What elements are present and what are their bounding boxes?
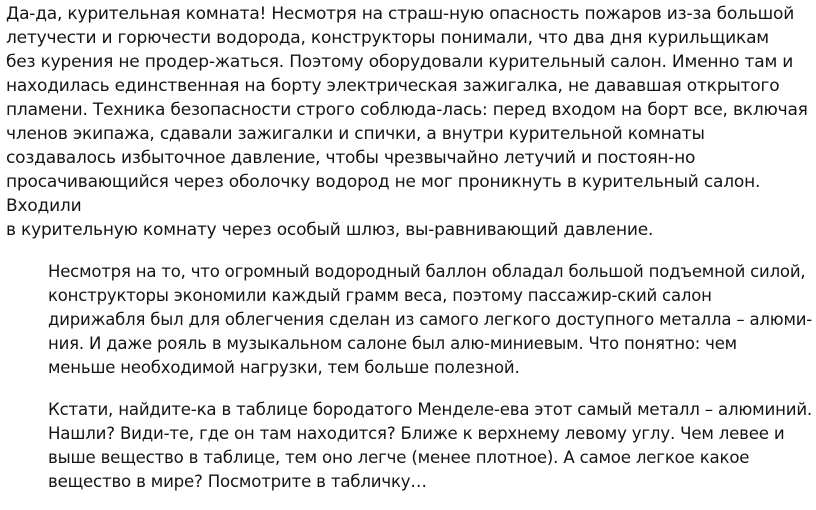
text-line: конструкторы экономили каждый грамм веса, поэтому пассажир-ский салон xyxy=(48,286,712,306)
text-line: членов экипажа, сдавали зажигалки и спички, а внутри курительной комнаты xyxy=(6,124,705,144)
text-line: просачивающийся через оболочку водород не мог проникнуть в курительный салон. xyxy=(6,172,761,192)
paragraph-smoking-room xyxy=(6,2,808,242)
text-line: создавалось избыточное давление, чтобы чрезвычайно летучий и постоян-но xyxy=(6,148,696,168)
text-line: летучести и горючести водорода, конструкторы понимали, что два дня курильщикам xyxy=(6,28,769,48)
text-line: Нашли? Види-те, где он там находится? Ближе к верхнему левому углу. Чем левее и xyxy=(48,424,785,444)
text-line: Входили xyxy=(6,196,82,216)
text-line: без курения не продер-жаться. Поэтому оборудовали курительный салон. Именно там и xyxy=(6,52,794,72)
text-line: выше вещество в таблице, тем оно легче (менее плотное). А самое легкое какое xyxy=(48,448,750,468)
text-line: пламени. Техника безопасности строго соблюда-лась: перед входом на борт все, включая xyxy=(6,100,808,120)
text-line: в курительную комнату через особый шлюз, вы-равнивающий давление. xyxy=(6,220,654,240)
text-line: Несмотря на то, что огромный водородный баллон обладал большой подъемной силой, xyxy=(48,262,806,282)
text-line: ния. И даже рояль в музыкальном салоне был алю-миниевым. Что понятно: чем xyxy=(48,334,737,354)
text-line: находилась единственная на борту электрическая зажигалка, не дававшая открытого xyxy=(6,76,780,96)
paragraph-aluminium-cabin xyxy=(48,260,816,380)
text-line: Кстати, найдите-ка в таблице бородатого Менделе-ева этот самый металл – алюминий. xyxy=(48,400,813,420)
text-line: меньше необходимой нагрузки, тем больше полезной. xyxy=(48,358,520,378)
text-line: дирижабля был для облегчения сделан из самого легкого доступного металла – алюми- xyxy=(48,310,813,330)
paragraph-mendeleev-table xyxy=(48,398,816,494)
text-line: вещество в мире? Посмотрите в табличку… xyxy=(48,472,427,492)
text-line: Да-да, курительная комната! Несмотря на страш-ную опасность пожаров из-за большой xyxy=(6,4,795,24)
